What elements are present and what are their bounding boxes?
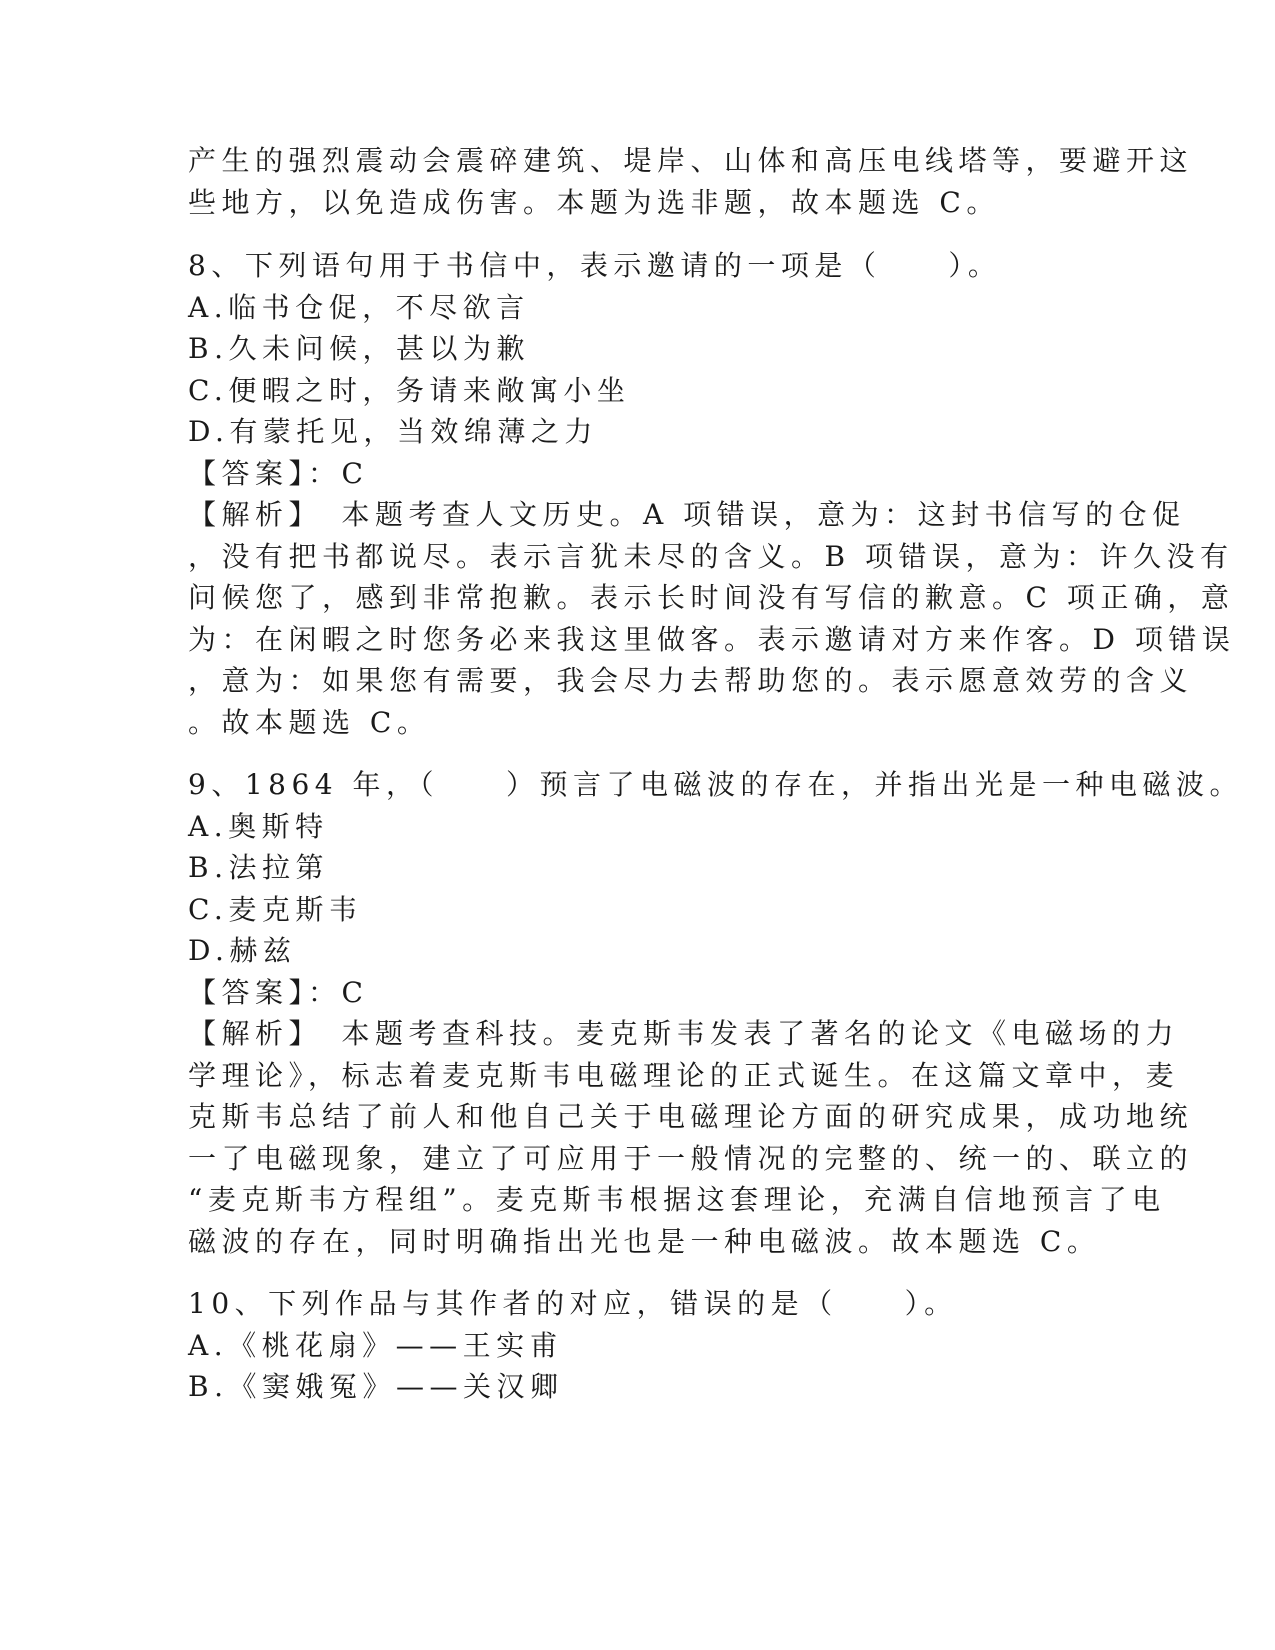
- question-9-analysis-line: 学理论》，标志着麦克斯韦电磁理论的正式诞生。在这篇文章中，麦: [188, 1059, 1180, 1092]
- question-8-option-a: A.临书仓促，不尽欲言: [188, 291, 530, 324]
- question-9-analysis-line: 磁波的存在，同时明确指出光也是一种电磁波。故本题选 C。: [188, 1225, 1101, 1258]
- question-8-option-c: C.便暇之时，务请来敞寓小坐: [188, 374, 631, 407]
- intro-line: 产生的强烈震动会震碎建筑、堤岸、山体和高压电线塔等，要避开这: [188, 144, 1194, 177]
- question-8-analysis-line: 为：在闲暇之时您务必来我这里做客。表示邀请对方来作客。D 项错误: [188, 623, 1236, 656]
- question-10-option-a: A.《桃花扇》——王实甫: [188, 1329, 564, 1362]
- intro-line: 些地方，以免造成伤害。本题为选非题，故本题选 C。: [188, 186, 1000, 219]
- question-9-analysis-line: 【解析】 本题考查科技。麦克斯韦发表了著名的论文《电磁场的力: [188, 1017, 1180, 1050]
- question-9-stem: 9、1864 年，（ ）预言了电磁波的存在，并指出光是一种电磁波。: [188, 768, 1243, 801]
- question-8-stem: 8、下列语句用于书信中，表示邀请的一项是（ ）。: [188, 249, 1002, 282]
- question-8-analysis-line: 问候您了，感到非常抱歉。表示长时间没有写信的歉意。C 项正确，意: [188, 581, 1235, 614]
- question-9-analysis-line: 一了电磁现象，建立了可应用于一般情况的完整的、统一的、联立的: [188, 1142, 1194, 1175]
- question-9-option-d: D.赫兹: [188, 934, 297, 967]
- question-8-analysis-line: ，没有把书都说尽。表示言犹未尽的含义。B 项错误，意为：许久没有: [188, 540, 1234, 573]
- question-8-option-b: B.久未问候，甚以为歉: [188, 332, 530, 365]
- question-10-stem: 10、下列作品与其作者的对应，错误的是（ ）。: [188, 1287, 958, 1320]
- question-8-analysis-line: 。故本题选 C。: [188, 706, 431, 739]
- question-8-option-d: D.有蒙托见，当效绵薄之力: [188, 415, 598, 448]
- question-9-answer: 【答案】：C: [188, 976, 369, 1009]
- question-9-option-c: C.麦克斯韦: [188, 893, 363, 926]
- question-10-option-b: B.《窦娥冤》——关汉卿: [188, 1370, 564, 1403]
- question-8-analysis-line: ，意为：如果您有需要，我会尽力去帮助您的。表示愿意效劳的含义: [188, 664, 1194, 697]
- question-9-option-a: A.奥斯特: [188, 810, 329, 843]
- question-9-analysis-line: 克斯韦总结了前人和他自己关于电磁理论方面的研究成果，成功地统: [188, 1100, 1194, 1133]
- question-8-analysis-line: 【解析】 本题考查人文历史。A 项错误，意为：这封书信写的仓促: [188, 498, 1186, 531]
- question-8-answer: 【答案】：C: [188, 457, 369, 490]
- question-9-analysis-line: “麦克斯韦方程组”。麦克斯韦根据这套理论，充满自信地预言了电: [188, 1183, 1166, 1216]
- question-9-option-b: B.法拉第: [188, 851, 329, 884]
